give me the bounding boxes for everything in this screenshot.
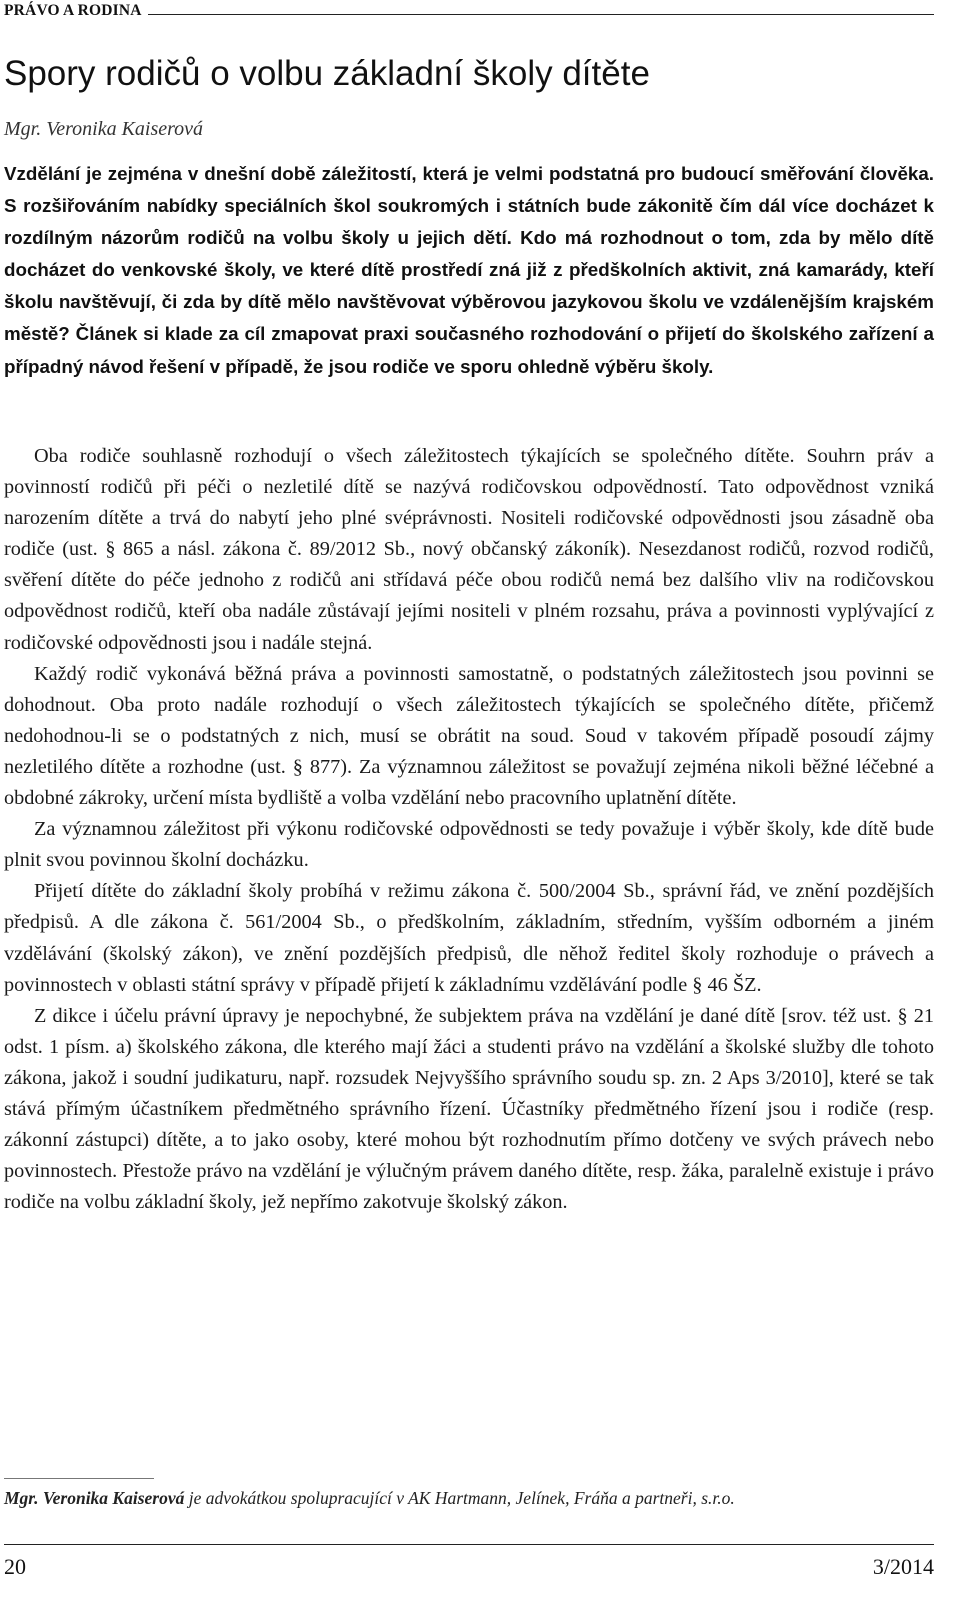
section-header: [4, 0, 934, 22]
article-title: Spory rodičů o volbu základní školy dítěte: [4, 54, 650, 93]
issue-number: 3/2014: [872, 1554, 934, 1579]
body-paragraph: Přijetí dítěte do základní školy probíhá v režimu zákona č. 500/2004 Sb., správní řád, ve znění pozdějších předpisů. A dle zákona č. 561/2004 Sb., o předškolním, základním, středním, vyšším odborném a jiném vzdělávání (školský zákon), ve znění pozdějších předpisů, dle něhož ředitel školy rozhoduje o právech a povinnostech v oblasti státní správy v případě přijetí k základnímu vzdělávání podle § 46 ŠZ.: [4, 880, 934, 996]
document-page: [4, 0, 934, 1600]
body-paragraph: Každý rodič vykonává běžná práva a povinnosti samostatně, o podstatných záležitostech jsou povinni se dohodnout. Oba proto nadále rozhodují o všech záležitostech týkajících se společného dítěte, přičemž nedohodnou-li se o podstatných z nich, musí se obrátit na soud. Soud v takovém případě posoudí zájmy nezletilého dítěte a rozhodne (ust. § 877). Za významnou záležitost se považují zejména nikoli běžné léčebné a obdobné zákroky, určení místa bydliště a volba vzdělání nebo pracovního uplatnění dítěte.: [4, 662, 934, 810]
body-paragraph: Z dikce i účelu právní úpravy je nepochybné, že subjektem práva na vzdělání je dané dítě [srov. též ust. § 21 odst. 1 písm. a) školského zákona, dle kterého mají žáci a studenti právo na vzdělání a školské služby dle tohoto zákona, jakož i soudní judikaturu, např. rozsudek Nejvyššího správního soudu sp. zn. 2 Aps 3/2010], které se tak stává přímým účastníkem předmětného správního řízení. Účastníky předmětného řízení jsou i rodiče (resp. zákonní zástupci) dítěte, a to jako osoby, které mohou být rozhodnutím přímo dotčeny ve svých právech nebo povinnostech. Přestože právo na vzdělání je výlučným právem daného dítěte, resp. žáka, paralelně existuje i právo rodiče na volbu základní školy, jež nepřímo zakotvuje školský zákon.: [4, 1004, 934, 1214]
article-body: [4, 441, 934, 1218]
author-footnote: [4, 1486, 934, 1510]
section-label: PRÁVO A RODINA: [4, 1, 148, 21]
body-paragraph: Oba rodiče souhlasně rozhodují o všech záležitostech týkajících se společného dítěte. Souhrn práv a povinností rodičů při péči o nezletilé dítě se nazývá rodičovskou odpovědností. Tato odpovědnost vzniká narozením dítěte a trvá do nabytí jeho plné svéprávnosti. Nositeli rodičovské odpovědnosti jsou zásadně oba rodiče (ust. § 865 a násl. zákona č. 89/2012 Sb., nový občanský zákoník). Nesezdanost rodičů, rozvod rodičů, svěření dítěte do péče jednoho z rodičů ani střídavá péče obou rodičů nemá bez dalšího vliv na rodičovskou odpovědnost rodičů, kteří oba nadále zůstávají jejími nositeli v plném rozsahu, práva a povinnosti vyplývající z rodičovské odpovědnosti jsou i nadále stejná.: [4, 445, 934, 654]
page-number: 20: [4, 1554, 26, 1579]
footnote-author-name: Mgr. Veronika Kaiserová: [4, 1488, 185, 1508]
article-lead: Vzdělání je zejména v dnešní době záležitostí, která je velmi podstatná pro budoucí směřování člověka. S rozšiřováním nabídky speciálních škol soukromých i státních bude zákonitě čím dál více docházet k rozdílným názorům rodičů na volbu školy u jejich dětí. Kdo má rozhodnout o tom, zda by mělo dítě docházet do venkovské školy, ve které dítě prostředí zná již z předškolních aktivit, zná kamarády, kteří školu navštěvují, či zda by dítě mělo navštěvovat výběrovou jazykovou školu ve vzdálenějším krajském městě? Článek si klade za cíl zmapovat praxi současného rozhodování o přijetí do školského zařízení a případný návod řešení v případě, že jsou rodiče ve sporu ohledně výběru školy.: [4, 163, 934, 377]
body-paragraph: Za významnou záležitost při výkonu rodičovské odpovědnosti se tedy považuje i výběr školy, kde dítě bude plnit svou povinnou školní docházku.: [4, 818, 934, 872]
footnote-rule: [4, 1478, 154, 1479]
footer-rule: [4, 1544, 934, 1545]
footnote-text: je advokátkou spolupracující v AK Hartmann, Jelínek, Fráňa a partneři, s.r.o.: [184, 1488, 735, 1508]
article-author: Mgr. Veronika Kaiserová: [4, 118, 204, 140]
